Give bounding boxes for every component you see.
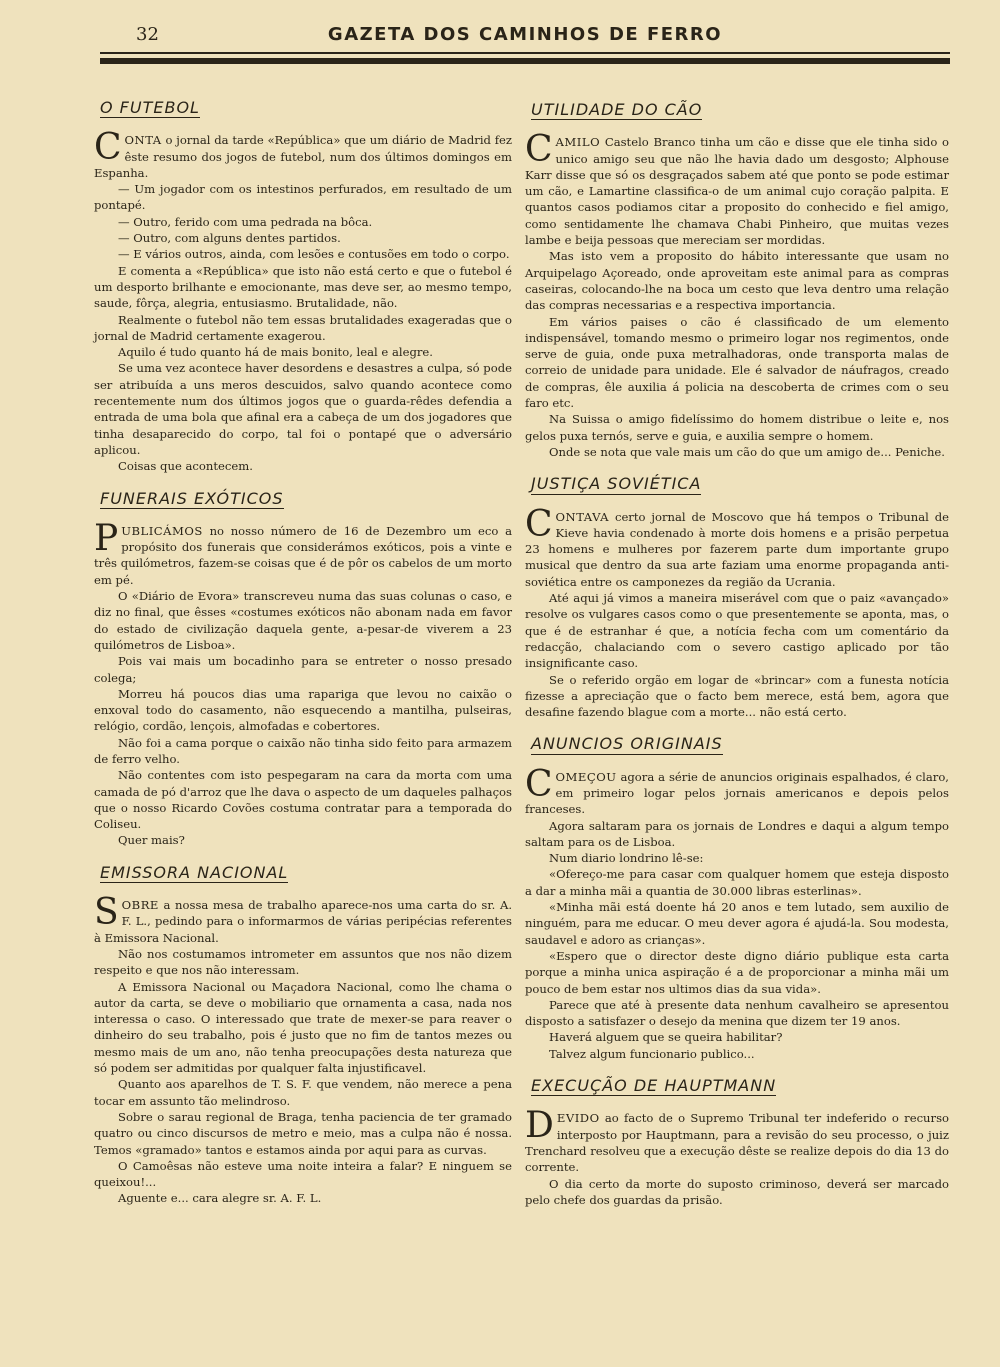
paragraph-text: Não contentes com isto pespegaram na cara da morta com uma camada de pó d'arroz que lhe dava o aspecto de um daqueles palhaços que o nosso Ricardo Covões costuma contratar para a temporada do Coliseu. <box>94 768 512 832</box>
paragraph-text: Num diario londrino lê-se: <box>549 851 704 866</box>
paragraph-text: Realmente o futebol não tem essas brutalidades exageradas que o jornal de Madrid certamente exagerou. <box>94 312 512 343</box>
article-paragraph <box>525 866 949 899</box>
article <box>94 488 513 849</box>
lead-word: EVIDO <box>556 1111 600 1126</box>
page-number: 32 <box>136 24 159 45</box>
paragraph-text: Parece que até à presente data nenhum cavalheiro se apresentou disposto a satisfazer o desejo da menina que dizem ter 19 anos. <box>525 997 949 1029</box>
paragraph-text: Quer mais? <box>118 833 185 848</box>
paragraph-text: Talvez algum funcionario publico... <box>549 1046 755 1061</box>
paragraph-text: Em vários paises o cão é classificado de um elemento indispensável, tomando mesmo o primeiro logar nos regimentos, onde serve de guia, onde puxa metralhadoras, onde transporta malas de correio de unidade para unidade. Ele é salvador de náufragos, creado de compras, êle auxilia á policia na descoberta de crimes com o seu faro etc. <box>525 314 949 411</box>
article-paragraph <box>94 832 512 848</box>
paragraph-text: o jornal da tarde «República» que um diário de Madrid fez êste resumo dos jogos de futebol, num dos últimos domingos em Espanha. <box>94 133 513 180</box>
article-paragraph <box>94 246 512 262</box>
paragraph-text: Sobre o sarau regional de Braga, tenha paciencia de ter gramado quatro ou cinco discursos de metro e meio, mas a culpa não é nossa. Temos «gramado» tantos e estamos ainda por aqui para as curvas. <box>94 1109 512 1157</box>
article-paragraph <box>525 248 949 313</box>
paragraph-text: certo jornal de Moscovo que há tempos o Tribunal de Kieve havia condenado à morte dois homens e a prisão perpetua 23 homens e mulheres por fazerem parte dum importante grupo musical que dentro da sua arte faziam uma enorme propaganda anti-soviética entre os camponezes da região da Ucrania. <box>525 509 949 589</box>
paragraph-text: «Minha mãi está doente há 20 anos e tem lutado, sem auxilio de ninguém, para me educar. O meu dever agora é ajudá-la. Sou modesta, saudavel e adoro as crianças». <box>525 900 949 947</box>
article-paragraph <box>525 948 949 997</box>
article-paragraph <box>525 1176 949 1209</box>
article-paragraph <box>94 686 512 735</box>
paragraph-text: — Outro, com alguns dentes partidos. <box>118 231 341 246</box>
paragraph-text: Aquilo é tudo quanto há de mais bonito, leal e alegre. <box>118 345 433 360</box>
paragraph-text: Morreu há poucos dias uma rapariga que levou no caixão o enxoval todo do casamento, não esquecendo a mantilha, pulseiras, relógio, cordão, lençois, almofadas e cobertores. <box>94 686 512 734</box>
article-paragraph <box>525 1029 949 1045</box>
journal-title: GAZETA DOS CAMINHOS DE FERRO <box>327 24 723 45</box>
article-paragraph <box>94 181 512 214</box>
article-paragraph <box>525 314 949 412</box>
paragraph-text: Na Suissa o amigo fidelíssimo do homem distribue o leite e, nos gelos puxa ternós, serve e guia, e auxilia sempre o homem. <box>525 412 949 443</box>
lead-word: ONTA <box>124 133 162 148</box>
paragraph-text: Aguente e... cara alegre sr. A. F. L. <box>118 1191 322 1206</box>
lead-word: ONTAVA <box>555 509 610 524</box>
article-paragraph <box>525 503 949 590</box>
article-paragraph <box>94 312 512 345</box>
article-paragraph <box>94 360 512 458</box>
drop-cap: P <box>94 517 119 559</box>
article-paragraph <box>525 997 949 1030</box>
article-paragraph <box>94 214 512 230</box>
article-paragraph <box>94 344 512 360</box>
lead-word: UBLICÁMOS <box>121 523 203 538</box>
drop-cap: C <box>525 503 553 545</box>
paragraph-text: — Um jogador com os intestinos perfurados, em resultado de um pontapé. <box>94 182 512 213</box>
article-paragraph <box>525 818 949 851</box>
article-paragraph <box>525 899 949 948</box>
article-paragraph <box>94 1076 512 1109</box>
paragraph-text: Agora saltaram para os jornais de Londres e daqui a algum tempo saltam para os de Lisboa. <box>525 818 949 849</box>
lead-word: AMILO <box>555 135 601 150</box>
article-paragraph <box>94 1190 512 1206</box>
paragraph-text: A Emissora Nacional ou Maçadora Nacional, como lhe chama o autor da carta, se deve o mobiliario que ornamenta a casa, nada nos interessa o caso. O interessado que trate de mexer-se para reaver o dinheiro do seu trabalho, pois é justo que no fim de tantos mezes ou mesmo mais de um ano, não tenha preocupações desta natureza que só podem ser admitidas por qualquer falta injustificavel. <box>94 979 512 1076</box>
paragraph-text: O Camoêsas não esteve uma noite inteira a falar? E ninguem se queixou!... <box>94 1158 512 1190</box>
article-paragraph <box>94 517 513 588</box>
left-column <box>94 100 512 1223</box>
paragraph-text: — Outro, ferido com uma pedrada na bôca. <box>118 214 373 229</box>
article-paragraph <box>94 653 512 686</box>
article-paragraph <box>525 444 949 460</box>
paragraph-text: Se o referido orgão em logar de «brincar» com a funesta notícia fizesse a apreciação que o facto bem merece, está bem, agora que desafine fazendo blague com a morte... não está certo. <box>525 672 949 720</box>
article-paragraph <box>525 850 949 866</box>
article-title: EXECUÇÃO DE HAUPTMANN <box>531 1076 777 1096</box>
article-paragraph <box>525 590 949 671</box>
drop-cap: C <box>94 127 122 169</box>
right-column <box>525 102 949 1224</box>
drop-cap: C <box>525 763 553 805</box>
article-paragraph <box>525 1046 949 1062</box>
paragraph-text: «Ofereço-me para casar com qualquer homem que esteja disposto a dar a minha mãi a quantia de 30.000 libras esterlinas». <box>525 867 949 898</box>
header-rule-thick <box>100 58 950 64</box>
article-paragraph <box>94 588 512 653</box>
article-paragraph <box>525 411 949 444</box>
drop-cap: D <box>525 1105 554 1147</box>
article-paragraph <box>525 672 949 721</box>
article <box>525 476 949 720</box>
article <box>525 1078 949 1208</box>
article <box>525 736 949 1062</box>
drop-cap: C <box>525 129 553 171</box>
paragraph-text: Até aqui já vimos a maneira miserável com que o paiz «avançado» resolve os vulgares casos como o que presentemente se aponta, mas, o que é de estranhar é que, a notícia fecha com um comentário da redacção, chalaciando com o severo castigo aplicado por tão insignificante caso. <box>525 591 949 671</box>
article-paragraph <box>94 458 512 474</box>
paragraph-text: O «Diário de Evora» transcreveu numa das suas colunas o caso, e diz no final, que êsses «costumes exóticos não abonam nada em favor do estado de civilização daquela gente, a-pesar-de viverem a 23 quilómetros de Lisboa». <box>94 589 512 652</box>
article-paragraph <box>94 263 512 312</box>
page-header <box>100 18 950 64</box>
article-paragraph <box>94 127 513 181</box>
article-paragraph <box>94 979 512 1077</box>
article-title: FUNERAIS EXÓTICOS <box>100 488 284 508</box>
paragraph-text: no nosso número de 16 de Dezembro um eco a propósito dos funerais que considerámos exóticos, pois a vinte e três quilómetros, fazem-se coisas que é de pôr os cabelos de um morto em pé. <box>94 523 513 587</box>
paragraph-text: Haverá alguem que se queira habilitar? <box>549 1030 783 1045</box>
article-paragraph <box>525 1105 949 1175</box>
article-title: JUSTIÇA SOVIÉTICA <box>531 474 702 494</box>
paragraph-text: Mas isto vem a proposito do hábito interessante que usam no Arquipelago Açoreado, onde aproveitam este animal para as compras caseiras, colocando-lhe na boca um cesto que leva dentro uma relação das compras necessarias e a respectiva importancia. <box>525 249 949 313</box>
article-title: ANUNCIOS ORIGINAIS <box>531 734 723 754</box>
lead-word: OMEÇOU <box>555 769 617 784</box>
article-paragraph <box>94 1109 512 1158</box>
paragraph-text: agora a série de anuncios originais espalhados, é claro, em primeiro logar pelos jornais americanos e depois pelos franceses. <box>525 769 949 817</box>
paragraph-text: Castelo Branco tinha um cão e disse que ele tinha sido o unico amigo seu que não lhe havia dado um desgosto; Alphouse Karr disse que só os desgraçados sabem até que ponto se pode estimar um cão, e Lamartine classifica-o de um animal cujo coração palpita. E quantos casos podiamos citar a proposito do conhecido e fiel amigo, como sentidamente lhe chamava Chabi Pinheiro, que muitas vezes lambe e beija pessoas que mereciam ser mordidas. <box>525 135 950 248</box>
paragraph-text: Não foi a cama porque o caixão não tinha sido feito para armazem de ferro velho. <box>94 735 512 766</box>
article <box>94 100 512 475</box>
paragraph-text: ao facto de o Supremo Tribunal ter indeferido o recurso interposto por Hauptmann, para a revisão do seu processo, o juiz Trenchard resolveu que a execução dêste se realize depois do dia 13 do corrente. <box>525 1111 949 1175</box>
paragraph-text: Se uma vez acontece haver desordens e desastres a culpa, só pode ser atribuída a uns meros descuidos, salvo quando acontece como recentemente num dos últimos jogos que o guarda-rêdes defendia a entrada de uma bola que afinal era a cabeça de um dos jogadores que tinha desaparecido do corpo, tal foi o pontapé que o adversário aplicou. <box>94 361 512 457</box>
article-title: UTILIDADE DO CÃO <box>531 100 703 119</box>
paragraph-text: O dia certo da morte do suposto criminoso, deverá ser marcado pelo chefe dos guardas da prisão. <box>525 1176 949 1207</box>
lead-word: OBRE <box>121 898 159 913</box>
article-paragraph <box>94 892 513 946</box>
paragraph-text: Onde se nota que vale mais um cão do que um amigo de... Peniche. <box>549 444 945 459</box>
article-paragraph <box>525 129 950 248</box>
article-paragraph <box>94 230 512 246</box>
drop-cap: S <box>94 892 119 934</box>
article <box>94 862 513 1207</box>
article-paragraph <box>525 763 949 818</box>
paragraph-text: a nossa mesa de trabalho aparece-nos uma carta do sr. A. F. L., pedindo para o informarmos de várias peripécias referentes à Emissora Nacional. <box>94 898 513 945</box>
paragraph-text: — E vários outros, ainda, com lesões e contusões em todo o corpo. <box>118 247 510 262</box>
paragraph-text: Quanto aos aparelhos de T. S. F. que vendem, não merece a pena tocar em assunto tão melindroso. <box>94 1077 512 1108</box>
article <box>525 102 949 460</box>
article-paragraph <box>94 735 512 768</box>
paragraph-text: «Espero que o director deste digno diário publique esta carta porque a minha unica aspiração é a de proporcionar a minha mãi um pouco de bem estar nos ultimos dias da sua vida». <box>525 948 949 996</box>
article-title: O FUTEBOL <box>100 98 200 117</box>
paragraph-text: Coisas que acontecem. <box>118 459 253 474</box>
article-paragraph <box>94 946 512 979</box>
article-title: EMISSORA NACIONAL <box>100 862 289 882</box>
paragraph-text: Não nos costumamos intrometer em assuntos que nos não dizem respeito e que nos não interessam. <box>94 946 512 978</box>
paragraph-text: Pois vai mais um bocadinho para se entreter o nosso presado colega; <box>94 654 512 685</box>
article-paragraph <box>94 1158 512 1191</box>
article-paragraph <box>94 767 512 832</box>
paragraph-text: E comenta a «República» que isto não está certo e que o futebol é um desporto brilhante e emocionante, mas deve ser, ao mesmo tempo, saude, fôrça, alegria, entusiasmo. Brutalidade, não. <box>94 263 512 311</box>
header-rule-thin <box>100 52 950 54</box>
